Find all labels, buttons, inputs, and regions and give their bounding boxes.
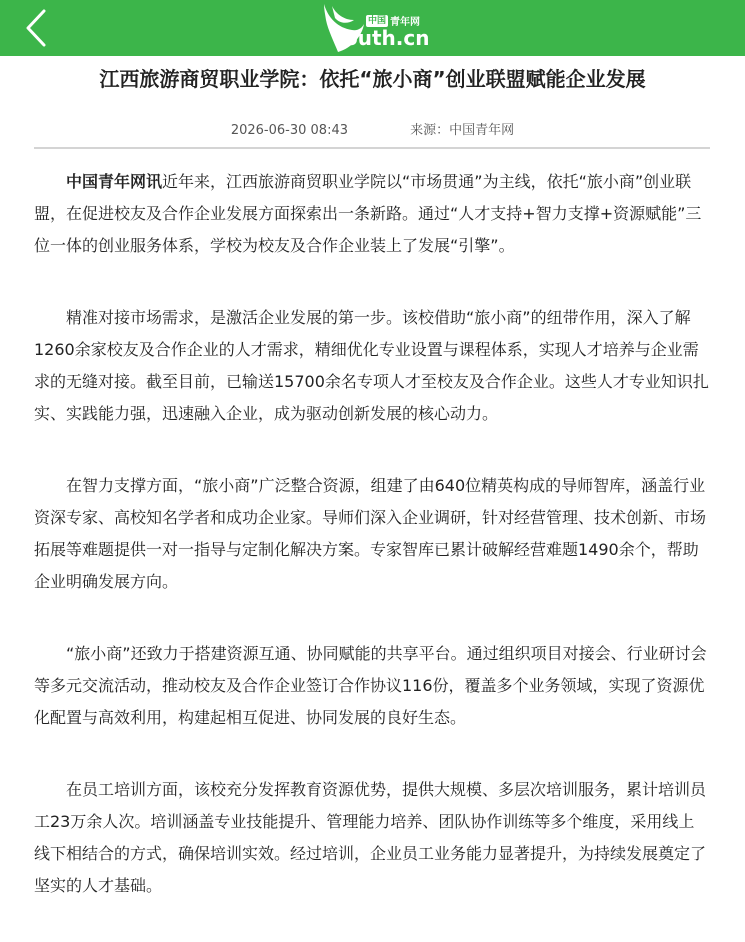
article-meta — [0, 121, 745, 141]
paragraph-text: 精准对接市场需求，是激活企业发展的第一步。该校借助“旅小商”的纽带作用，深入了解1260余家校友及合作企业的人才需求，精细优化专业设置与课程体系，实现人才培养与企业需求的无缝对接。截至目前，已输送15700余名专项人才至校友及合作企业。这些人才专业知识扎实、实践能力强，迅速融入企业，成为驱动创新发展的核心动力。 — [34, 308, 709, 423]
logo-tag-small: 中国 — [368, 15, 387, 26]
paragraph-text: “旅小商”还致力于搭建资源互通、协同赋能的共享平台。通过组织项目对接会、行业研讨会等多元交流活动，推动校友及合作企业签订合作协议116份，覆盖多个业务领域，实现了资源优化配置与高效利用，构建起相互促进、协同发展的良好生态。 — [34, 644, 707, 727]
paragraph-text: 在智力支撑方面，“旅小商”广泛整合资源，组建了由640位精英构成的导师智库，涵盖行业资深专家、高校知名学者和成功企业家。导师们深入企业调研，针对经营管理、技术创新、市场拓展等难题提供一对一指导与定制化解决方案。专家智库已累计破解经营难题1490余个，帮助企业明确发展方向。 — [34, 476, 707, 591]
paragraph — [34, 638, 710, 734]
paragraph-text: 在员工培训方面，该校充分发挥教育资源优势，提供大规模、多层次培训服务，累计培训员工23万余人次。培训涵盖专业技能提升、管理能力培养、团队协作训练等多个维度，采用线上线下相结合的方式，确保培训实效。经过培训，企业员工业务能力显著提升，为持续发展奠定了坚实的人才基础。 — [34, 780, 707, 895]
back-button[interactable] — [18, 8, 58, 48]
publish-date: 2026-06-30 08:43 — [230, 123, 348, 138]
article-source: 来源：中国青年网 — [410, 123, 515, 138]
article-body — [34, 166, 710, 942]
paragraph — [34, 774, 710, 902]
paragraph-text: 近年来，江西旅游商贸职业学院以“市场贯通”为主线，依托“旅小商”创业联盟，在促进校友及合作企业发展方面探索出一条新路。通过“人才支持+智力支撑+资源赋能”三位一体的创业服务体系，学校为校友及合作企业装上了发展“引擎”。 — [34, 172, 702, 255]
top-bar — [0, 0, 745, 56]
divider — [34, 147, 710, 149]
paragraph — [34, 166, 710, 262]
logo-tag-text: 青年网 — [390, 17, 421, 28]
article-title: 江西旅游商贸职业学院：依托“旅小商”创业联盟赋能企业发展 — [99, 67, 646, 91]
chevron-left-icon — [18, 8, 58, 48]
youth-cn-logo[interactable] — [318, 2, 428, 54]
logo-wordmark: outh.cn — [344, 26, 430, 50]
paragraph — [34, 470, 710, 598]
paragraph — [34, 302, 710, 430]
paragraph-lead: 中国青年网讯 — [66, 172, 163, 191]
